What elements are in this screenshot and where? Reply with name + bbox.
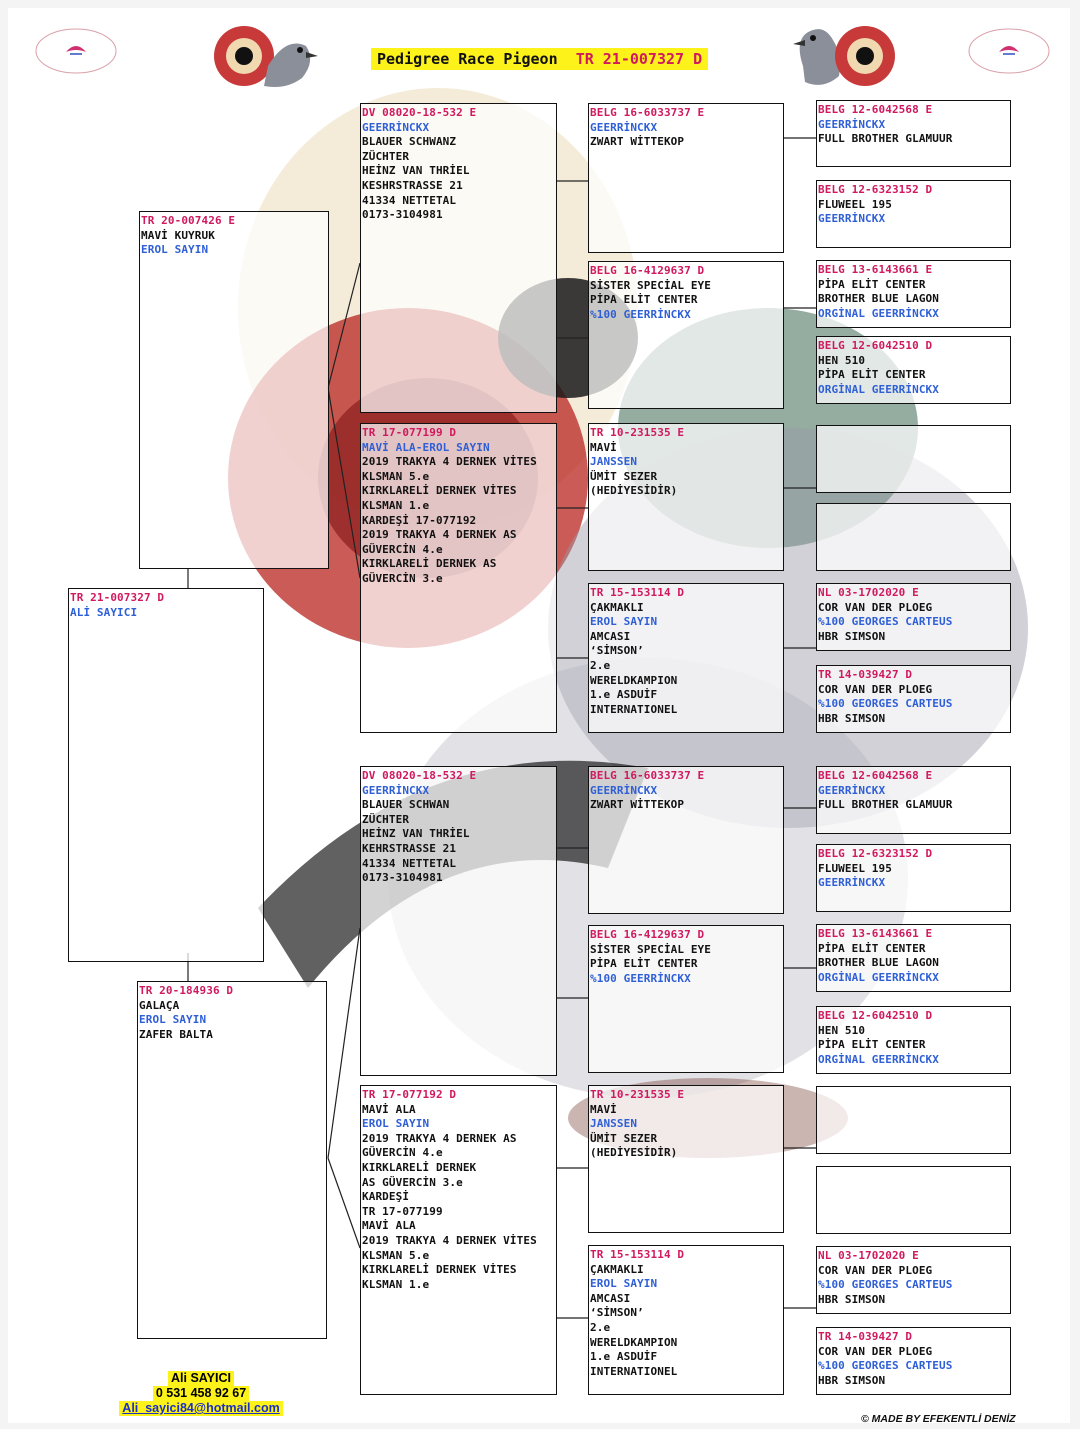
pigeon-info-line: JANSSEN <box>590 455 638 469</box>
pigeon-info-line: GEERRİNCKX <box>362 783 430 797</box>
great-grandparent-box-6 <box>588 925 784 1073</box>
pigeon-info-line: KESHRSTRASSE 21 <box>362 178 463 192</box>
pigeon-info-line: KLSMAN 1.e <box>362 498 430 512</box>
pigeon-info-line: JANSSEN <box>590 1117 638 1131</box>
pigeon-info-line: ORGİNAL GEERRİNCKX <box>818 1052 940 1066</box>
ring-number: TR 14-039427 D <box>818 1330 913 1343</box>
gg-grandparent-box-8 <box>816 665 1011 733</box>
gg-grandparent-box-3 <box>816 260 1011 328</box>
pigeon-info-line: 1.e ASDUİF <box>590 688 658 702</box>
pigeon-info-line: KLSMAN 5.e <box>362 469 430 483</box>
pigeon-info-line: PİPA ELİT CENTER <box>590 957 698 971</box>
gg-grandparent-box-7 <box>816 583 1011 651</box>
pigeon-info-line: PİPA ELİT CENTER <box>818 1038 926 1052</box>
pigeon-info-line: ORGİNAL GEERRİNCKX <box>818 382 940 396</box>
title-label: Pedigree Race Pigeon <box>377 50 558 68</box>
ring-number: BELG 16-4129637 D <box>590 928 705 941</box>
ring-number: TR 15-153114 D <box>590 586 685 599</box>
pigeon-info-line: FLUWEEL 195 <box>818 861 892 875</box>
pigeon-info-line: INTERNATIONEL <box>590 1364 678 1378</box>
ring-number: NL 03-1702020 E <box>818 586 919 599</box>
pigeon-info-line: 0173-3104981 <box>362 871 443 885</box>
ring-number: DV 08020-18-532 E <box>362 106 477 119</box>
pigeon-info-line: KARDEŞİ <box>362 1190 410 1204</box>
pigeon-info-line: KIRKLARELİ DERNEK <box>362 1160 477 1174</box>
pigeon-info-line: GÜVERCİN 3.e <box>362 571 443 585</box>
pigeon-info-line: GEERRİNCKX <box>590 120 658 134</box>
gg-grandparent-box-10 <box>816 844 1011 912</box>
pigeon-info-line: HBR SIMSON <box>818 711 886 725</box>
pigeon-info-line: COR VAN DER PLOEG <box>818 682 933 696</box>
pigeon-info-line: SİSTER SPECİAL EYE <box>590 942 712 956</box>
pigeon-info-line: ALİ SAYICI <box>70 605 138 619</box>
pigeon-info-line: 2019 TRAKYA 4 DERNEK VİTES <box>362 1233 537 1247</box>
gg-grandparent-box-12 <box>816 1006 1011 1074</box>
pigeon-info-line: HBR SIMSON <box>818 1292 886 1306</box>
pigeon-info-line: PİPA ELİT CENTER <box>818 277 926 291</box>
pigeon-info-line: PİPA ELİT CENTER <box>818 368 926 382</box>
contact-email-link[interactable]: Ali_sayici84@hotmail.com <box>119 1401 282 1416</box>
pigeon-info-line: KIRKLARELİ DERNEK VİTES <box>362 1263 517 1277</box>
pigeon-info-line: ÇAKMAKLI <box>590 1262 644 1276</box>
pigeon-info-line: %100 GEORGES CARTEUS <box>818 1359 953 1373</box>
great-grandparent-box-5 <box>588 766 784 914</box>
gg-grandparent-box-1 <box>816 100 1011 167</box>
pigeon-info-line: FLUWEEL 195 <box>818 197 892 211</box>
pigeon-info-line: PİPA ELİT CENTER <box>590 293 698 307</box>
ring-number: TR 15-153114 D <box>590 1248 685 1261</box>
pigeon-info-line: MAVİ KUYRUK <box>141 228 215 242</box>
pigeon-info-line: KIRKLARELİ DERNEK VİTES <box>362 484 517 498</box>
gg-grandparent-box-5 <box>816 425 1011 493</box>
gg-grandparent-box-9 <box>816 766 1011 834</box>
pigeon-info-line: ORGİNAL GEERRİNCKX <box>818 306 940 320</box>
pigeon-info-line: GALAÇA <box>139 998 180 1012</box>
pigeon-info-line: KEHRSTRASSE 21 <box>362 841 457 855</box>
pigeon-info-line: (HEDİYESİDİR) <box>590 484 678 498</box>
ring-number: TR 17-077199 D <box>362 426 457 439</box>
pigeon-info-line: GEERRİNCKX <box>818 117 886 131</box>
pigeon-info-line: EROL SAYIN <box>141 243 209 257</box>
gg-grandparent-box-13 <box>816 1086 1011 1154</box>
pigeon-info-line: ‘SİMSON’ <box>590 1306 644 1320</box>
grandsire-maternal-box <box>360 766 557 1076</box>
subject-pigeon-box <box>68 588 264 962</box>
great-grandparent-box-3 <box>588 423 784 571</box>
pigeon-info-line: GEERRİNCKX <box>818 876 886 890</box>
ring-number: BELG 12-6042568 E <box>818 103 933 116</box>
pigeon-info-line: COR VAN DER PLOEG <box>818 1263 933 1277</box>
pigeon-info-line: AS GÜVERCİN 3.e <box>362 1175 463 1189</box>
sire-box <box>139 211 329 569</box>
gg-grandparent-box-16 <box>816 1327 1011 1395</box>
pigeon-info-line: 2.e <box>590 1320 611 1334</box>
pigeon-info-line: KLSMAN 5.e <box>362 1248 430 1262</box>
pigeon-info-line: MAVİ <box>590 1102 617 1116</box>
great-grandparent-box-8 <box>588 1245 784 1395</box>
pigeon-info-line: 2019 TRAKYA 4 DERNEK AS <box>362 528 517 542</box>
gg-grandparent-box-14 <box>816 1166 1011 1234</box>
ring-number: NL 03-1702020 E <box>818 1249 919 1262</box>
granddam-maternal-box <box>360 1085 557 1395</box>
pigeon-info-line: WERELDKAMPION <box>590 1335 678 1349</box>
granddam-paternal-box <box>360 423 557 733</box>
pigeon-info-line: BLAUER SCHWAN <box>362 798 450 812</box>
pedigree-page <box>8 8 1070 1423</box>
pigeon-info-line: MAVİ <box>590 440 617 454</box>
ring-number: TR 20-184936 D <box>139 984 234 997</box>
pigeon-info-line: EROL SAYIN <box>139 1013 207 1027</box>
pigeon-info-line: (HEDİYESİDİR) <box>590 1146 678 1160</box>
pigeon-info-line: 2.e <box>590 658 611 672</box>
pigeon-info-line: ZAFER BALTA <box>139 1027 213 1041</box>
ring-number: BELG 12-6042510 D <box>818 339 933 352</box>
great-grandparent-box-4 <box>588 583 784 733</box>
ring-number: BELG 12-6042568 E <box>818 769 933 782</box>
pigeon-info-line: GEERRİNCKX <box>818 783 886 797</box>
pigeon-info-line: ORGİNAL GEERRİNCKX <box>818 970 940 984</box>
pigeon-info-line: HEİNZ VAN THRİEL <box>362 827 470 841</box>
pigeon-info-line: FULL BROTHER GLAMUUR <box>818 132 953 146</box>
ring-number: BELG 12-6323152 D <box>818 847 933 860</box>
ring-number: BELG 16-6033737 E <box>590 769 705 782</box>
pigeon-info-line: ZÜCHTER <box>362 812 410 826</box>
gg-grandparent-box-6 <box>816 503 1011 571</box>
pigeon-info-line: %100 GEORGES CARTEUS <box>818 1278 953 1292</box>
pigeon-info-line: ‘SİMSON’ <box>590 644 644 658</box>
ring-number: BELG 16-4129637 D <box>590 264 705 277</box>
ring-number: BELG 12-6323152 D <box>818 183 933 196</box>
pigeon-info-line: MAVİ ALA <box>362 1102 416 1116</box>
pigeon-info-line: INTERNATIONEL <box>590 702 678 716</box>
gg-grandparent-box-4 <box>816 336 1011 404</box>
pigeon-info-line: TR 17-077199 <box>362 1204 443 1218</box>
pigeon-info-line: %100 GEORGES CARTEUS <box>818 697 953 711</box>
gg-grandparent-box-11 <box>816 924 1011 992</box>
breeder-contact <box>117 1371 285 1416</box>
pigeon-info-line: SİSTER SPECİAL EYE <box>590 278 712 292</box>
ring-number: TR 20-007426 E <box>141 214 236 227</box>
pigeon-info-line: AMCASI <box>590 1291 631 1305</box>
pigeon-info-line: ÜMİT SEZER <box>590 469 658 483</box>
pigeon-info-line: EROL SAYIN <box>590 615 658 629</box>
contact-name: Ali SAYICI <box>168 1371 234 1386</box>
pigeon-info-line: 2019 TRAKYA 4 DERNEK VİTES <box>362 455 537 469</box>
made-by-credit: © MADE BY EFEKENTLİ DENİZ <box>861 1413 1016 1423</box>
pigeon-info-line: KARDEŞİ 17-077192 <box>362 513 477 527</box>
pigeon-info-line: GEERRİNCKX <box>818 212 886 226</box>
pigeon-info-line: GÜVERCİN 4.e <box>362 542 443 556</box>
pigeon-info-line: HEN 510 <box>818 353 866 367</box>
pigeon-info-line: COR VAN DER PLOEG <box>818 1344 933 1358</box>
contact-phone: 0 531 458 92 67 <box>153 1386 249 1401</box>
pigeon-info-line: %100 GEERRİNCKX <box>590 307 691 321</box>
pigeon-info-line: HBR SIMSON <box>818 1373 886 1387</box>
ring-number: BELG 13-6143661 E <box>818 927 933 940</box>
pigeon-info-line: MAVİ ALA <box>362 1219 416 1233</box>
ring-number: TR 14-039427 D <box>818 668 913 681</box>
pigeon-info-line: GEERRİNCKX <box>590 783 658 797</box>
pigeon-info-line: HEN 510 <box>818 1023 866 1037</box>
pigeon-info-line: COR VAN DER PLOEG <box>818 600 933 614</box>
dam-box <box>137 981 327 1339</box>
pigeon-info-line: %100 GEORGES CARTEUS <box>818 615 953 629</box>
pigeon-info-line: PİPA ELİT CENTER <box>818 941 926 955</box>
pigeon-info-line: AMCASI <box>590 629 631 643</box>
great-grandparent-box-2 <box>588 261 784 409</box>
pigeon-info-line: BLAUER SCHWANZ <box>362 135 457 149</box>
pigeon-info-line: BROTHER BLUE LAGON <box>818 956 940 970</box>
pigeon-info-line: EROL SAYIN <box>590 1277 658 1291</box>
pigeon-info-line: EROL SAYIN <box>362 1117 430 1131</box>
pigeon-info-line: 0173-3104981 <box>362 208 443 222</box>
pigeon-info-line: 2019 TRAKYA 4 DERNEK AS <box>362 1131 517 1145</box>
pigeon-info-line: KLSMAN 1.e <box>362 1277 430 1291</box>
pigeon-info-line: 1.e ASDUİF <box>590 1350 658 1364</box>
ring-number: BELG 12-6042510 D <box>818 1009 933 1022</box>
grandsire-paternal-box <box>360 103 557 413</box>
pigeon-info-line: GEERRİNCKX <box>362 120 430 134</box>
pigeon-info-line: ZÜCHTER <box>362 149 410 163</box>
ring-number: BELG 16-6033737 E <box>590 106 705 119</box>
pigeon-info-line: %100 GEERRİNCKX <box>590 971 691 985</box>
pigeon-info-line: ÇAKMAKLI <box>590 600 644 614</box>
pigeon-info-line: GÜVERCİN 4.e <box>362 1146 443 1160</box>
ring-number: DV 08020-18-532 E <box>362 769 477 782</box>
pigeon-info-line: 41334 NETTETAL <box>362 193 457 207</box>
pigeon-info-line: FULL BROTHER GLAMUUR <box>818 798 953 812</box>
pigeon-info-line: BROTHER BLUE LAGON <box>818 292 940 306</box>
pigeon-info-line: WERELDKAMPION <box>590 673 678 687</box>
title-ring-number: TR 21-007327 D <box>575 50 703 68</box>
pigeon-info-line: ZWART WİTTEKOP <box>590 798 685 812</box>
pigeon-info-line: HBR SIMSON <box>818 629 886 643</box>
pigeon-info-line: 41334 NETTETAL <box>362 856 457 870</box>
pigeon-info-line: MAVİ ALA-EROL SAYIN <box>362 440 490 454</box>
ring-number: BELG 13-6143661 E <box>818 263 933 276</box>
ring-number: TR 10-231535 E <box>590 1088 685 1101</box>
ring-number: TR 17-077192 D <box>362 1088 457 1101</box>
ring-number: TR 21-007327 D <box>70 591 165 604</box>
pigeon-info-line: HEİNZ VAN THRİEL <box>362 164 470 178</box>
pigeon-info-line: KIRKLARELİ DERNEK AS <box>362 557 497 571</box>
gg-grandparent-box-2 <box>816 180 1011 248</box>
pigeon-info-line: ZWART WİTTEKOP <box>590 135 685 149</box>
gg-grandparent-box-15 <box>816 1246 1011 1314</box>
ring-number: TR 10-231535 E <box>590 426 685 439</box>
great-grandparent-box-1 <box>588 103 784 253</box>
great-grandparent-box-7 <box>588 1085 784 1233</box>
pigeon-info-line: ÜMİT SEZER <box>590 1131 658 1145</box>
